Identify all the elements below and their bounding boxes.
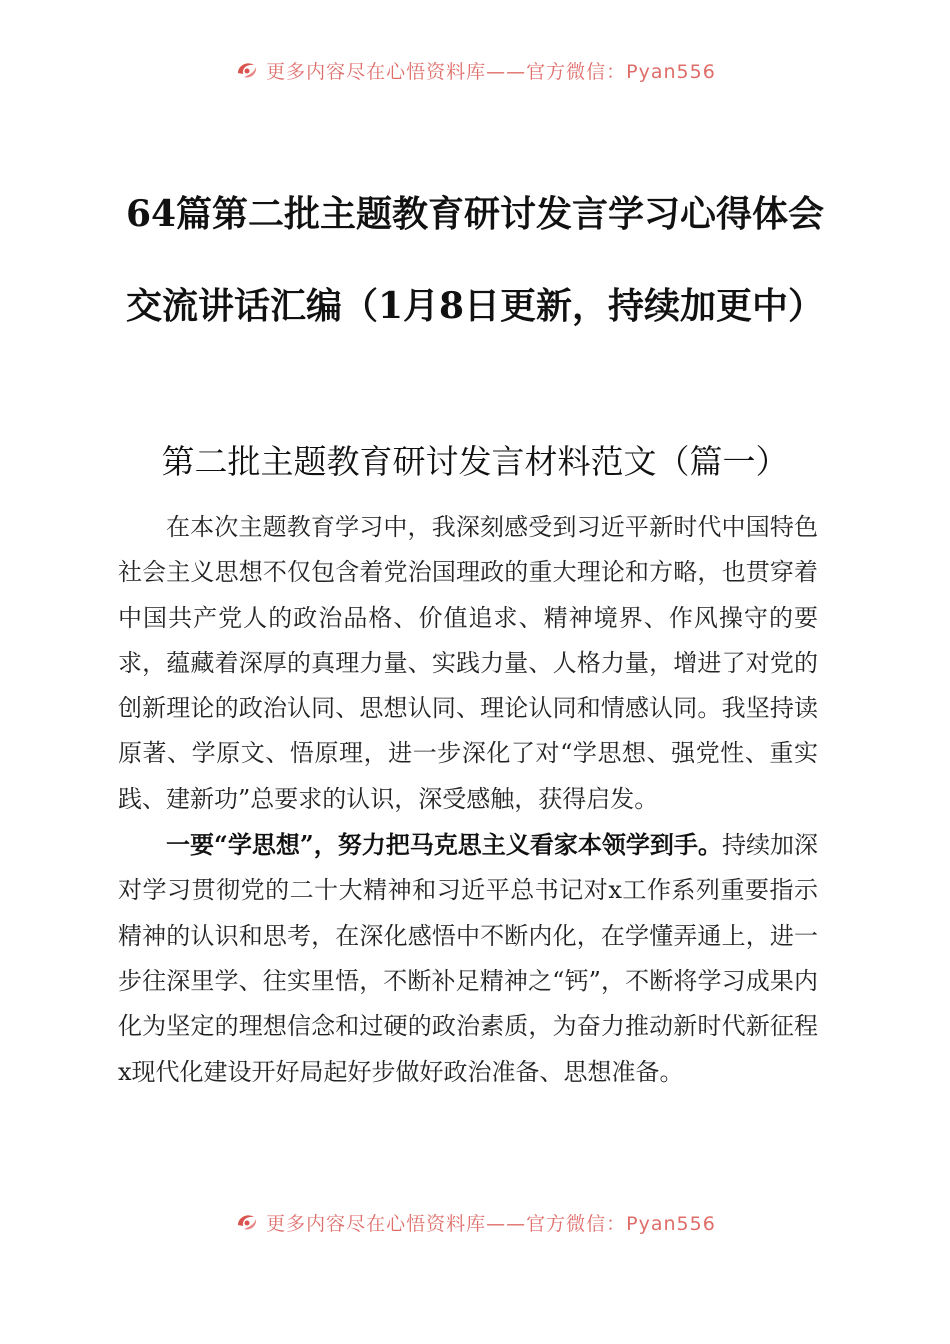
- logo-icon: [234, 57, 260, 83]
- watermark-banner-top: [0, 55, 950, 85]
- watermark-banner-bottom: [0, 1207, 950, 1237]
- title-line-1: 64篇第二批主题教育研讨发言学习心得体会: [125, 193, 825, 235]
- document-title: [60, 168, 890, 352]
- paragraph-2-body: 持续加深对学习贯彻党的二十大精神和习近平总书记对x工作系列重要指示精神的认识和思考，在深化感悟中不断内化，在学懂弄通上，进一步往深里学、往实里悟，不断补足精神之“钙”，不断将学习成果内化为坚定的理想信念和过硬的政治素质，为奋力推动新时代新征程x现代化建设开好局起好步做好政治准备、思想准备。: [118, 831, 819, 1086]
- logo-icon: [234, 1209, 260, 1235]
- watermark-text: 更多内容尽在心悟资料库——官方微信：Pyan556: [266, 60, 716, 83]
- watermark-text: 更多内容尽在心悟资料库——官方微信：Pyan556: [266, 1212, 716, 1235]
- section-heading: 第二批主题教育研讨发言材料范文（篇一）: [161, 442, 789, 481]
- paragraph-2: [118, 822, 818, 1095]
- paragraph-2-lead: 一要“学思想”，努力把马克思主义看家本领学到手。: [166, 830, 722, 860]
- article-body: [118, 505, 818, 1095]
- paragraph-1: 在本次主题教育学习中，我深刻感受到习近平新时代中国特色社会主义思想不仅包含着党治国理政的重大理论和方略，也贯穿着中国共产党人的政治品格、价值追求、精神境界、作风操守的要求，蕴藏着深厚的真理力量、实践力量、人格力量，增进了对党的创新理论的政治认同、思想认同、理论认同和情感认同。我坚持读原著、学原文、悟原理，进一步深化了对“学思想、强党性、重实践、建新功”总要求的认识，深受感触，获得启发。: [118, 513, 818, 813]
- title-line-2: 交流讲话汇编（1月8日更新，持续加更中）: [125, 285, 825, 327]
